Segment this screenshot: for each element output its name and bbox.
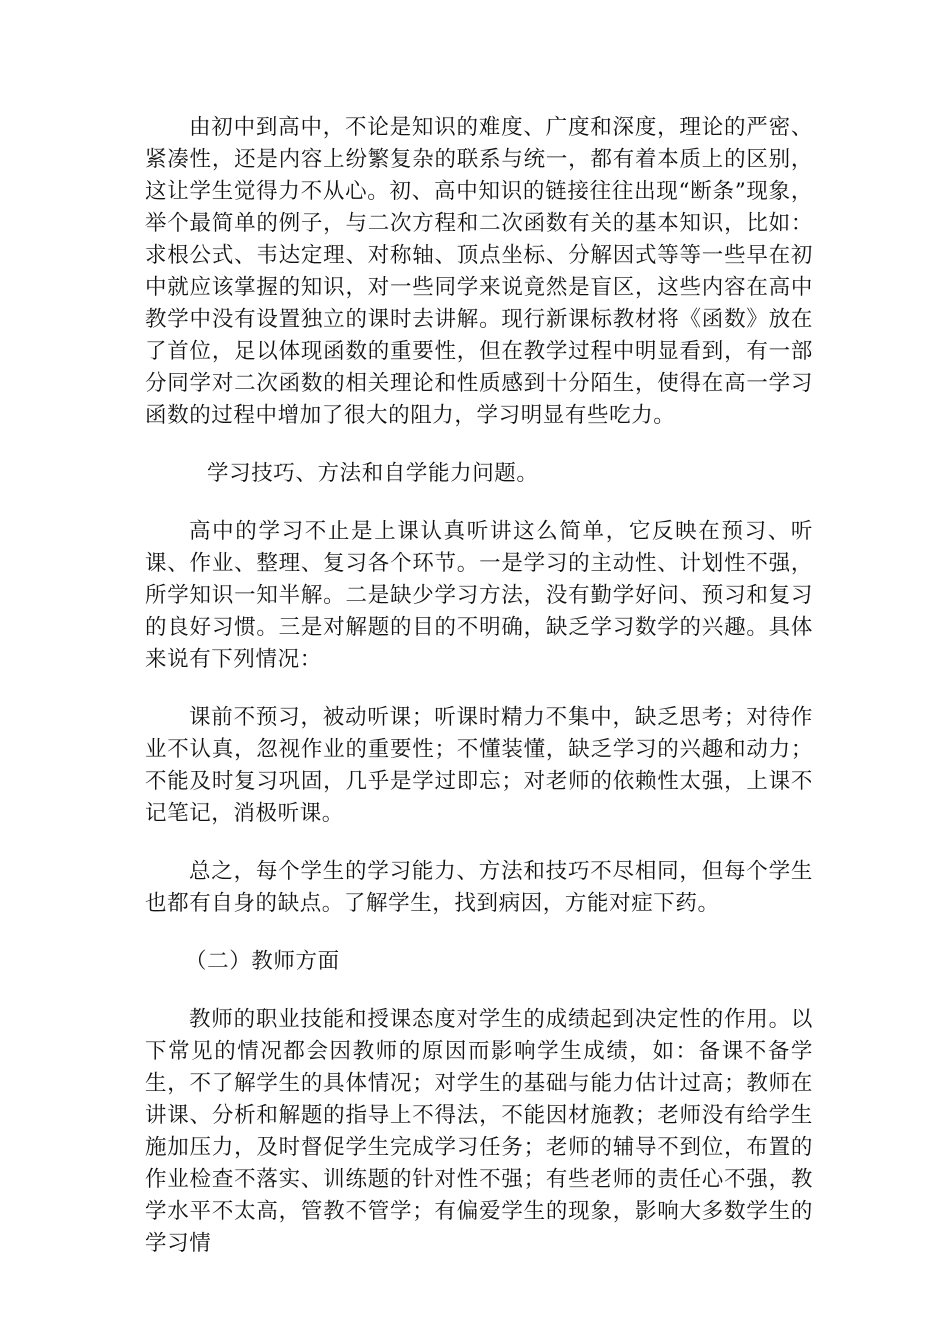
paragraph-student-habits: 课前不预习，被动听课；听课时精力不集中，缺乏思考；对待作业不认真，忽视作业的重要性；不懂装懂，缺乏学习的兴趣和动力；不能及时复习巩固，几乎是学过即忘；对老师的依赖性太强，上课不记笔记，消极听课。 [145,705,813,826]
document-page [145,112,813,1260]
paragraph-teacher-factors: 教师的职业技能和授课态度对学生的成绩起到决定性的作用。以下常见的情况都会因教师的原因而影响学生成绩，如：备课不备学生，不了解学生的具体情况；对学生的基础与能力估计过高；教师在讲课、分析和解题的指导上不得法，不能因材施教；老师没有给学生施加压力，及时督促学生完成学习任务；老师的辅导不到位，布置的作业检查不落实、训练题的针对性不强；有些老师的责任心不强，教学水平不太高，管教不管学；有偏爱学生的现象，影响大多数学生的学习情 [145,1007,813,1256]
section-heading-study-skills: 学习技巧、方法和自学能力问题。 [207,461,539,486]
paragraph-high-school-learning: 高中的学习不止是上课认真听讲这么简单，它反映在预习、听课、作业、整理、复习各个环节。一是学习的主动性、计划性不强，所学知识一知半解。二是缺少学习方法，没有勤学好问、预习和复习的良好习惯。三是对解题的目的不明确，缺乏学习数学的兴趣。具体来说有下列情况： [145,519,813,672]
paragraph-transition-difficulty: 由初中到高中，不论是知识的难度、广度和深度，理论的严密、紧凑性，还是内容上纷繁复杂的联系与统一，都有着本质上的区别，这让学生觉得力不从心。初、高中知识的链接往往出现“断条”现象，举个最简单的例子，与二次方程和二次函数有关的基本知识，比如：求根公式、韦达定理、对称轴、顶点坐标、分解因式等等一些早在初中就应该掌握的知识，对一些同学来说竟然是盲区，这些内容在高中教学中没有设置独立的课时去讲解。现行新课标教材将《函数》放在了首位，足以体现函数的重要性，但在教学过程中明显看到，有一部分同学对二次函数的相关理论和性质感到十分陌生，使得在高一学习函数的过程中增加了很大的阻力，学习明显有些吃力。 [145,115,813,428]
paragraph-summary: 总之，每个学生的学习能力、方法和技巧不尽相同，但每个学生也都有自身的缺点。了解学生，找到病因，方能对症下药。 [145,859,813,916]
section-heading-teachers: （二）教师方面 [185,949,340,974]
